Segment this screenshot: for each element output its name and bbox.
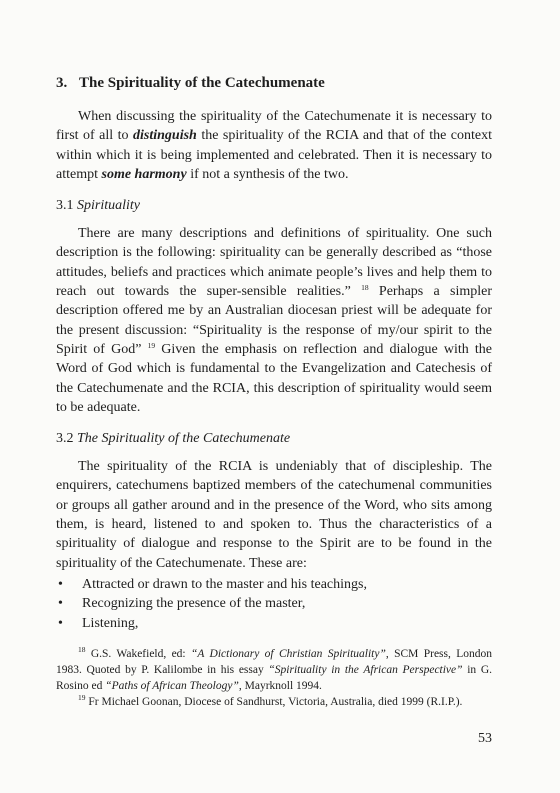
spirituality-text-3: Given the emphasis on reflection and dialogue with the Word of God which is fundamental to the Evangelization and Catechesis of the Catechumenate and the RCIA, this description of spirituality would seem to be adequate. — [56, 341, 492, 415]
footnote-18 — [56, 646, 492, 694]
subsection-title: The Spirituality of the Catechumenate — [77, 431, 291, 447]
intro-text-1: When discussing the spirituality of the Catechumenate it is necessary to first of all to — [56, 109, 492, 144]
spirituality-paragraph — [56, 224, 492, 417]
list-item: • Listening, — [56, 614, 492, 634]
page-content — [56, 74, 492, 710]
spirituality-text-1: There are many descriptions and definitions of spirituality. One such description is the following: spirituality can be generally described as “those attitudes, beliefs and practices which animate people’s lives and help them to reach out towards the super-sensible realities.” — [56, 226, 492, 300]
footnote-marker: 19 — [78, 693, 86, 703]
subsection-heading-catechumenate — [56, 429, 492, 448]
footnotes — [56, 646, 492, 710]
page-number: 53 — [478, 731, 492, 746]
section-title: The Spirituality of the Catechumenate — [79, 75, 325, 91]
subsection-number: 3.1 — [56, 198, 74, 214]
catechumenate-paragraph: The spirituality of the RCIA is undeniably that of discipleship. The enquirers, catechumens baptized members of the catechumenal communities or groups all gather around and in the presence of the Word, who sits among them, is heard, listened to and spoken to. Thus the characteristics of a spirituality of dialogue and response to the Spirit are to be found in the spirituality of the Catechumenate. These are: — [56, 459, 492, 571]
intro-text-2: the spirituality of the RCIA and that of the context within which it is being implemented and celebrated. Then it is necessary to attempt — [56, 128, 492, 182]
footnote-title: “A Dictionary of Christian Spirituality” — [190, 648, 386, 661]
footnote-text: in G. Rosino ed — [56, 664, 493, 693]
footnote-ref-19[interactable]: 19 — [147, 340, 156, 350]
list-item: • Attracted or drawn to the master and his teachings, — [56, 575, 492, 595]
footnote-19 — [56, 694, 492, 710]
subsection-heading-spirituality — [56, 196, 492, 215]
spirituality-text-2: Perhaps a simpler description offered me by an Australian diocesan priest will be adequate for the present discussion: “Spirituality is the response of my/our spirit to the Spirit of God” — [56, 284, 492, 357]
footnote-text: Fr Michael Goonan, Diocese of Sandhurst, Victoria, Australia, died 1999 (R.I.P.). — [85, 696, 463, 709]
footnote-title: “Spirituality in the African Perspective” — [268, 664, 463, 677]
intro-emphasis-harmony: some harmony — [101, 166, 187, 182]
list-item: • Recognizing the presence of the master, — [56, 594, 492, 614]
intro-emphasis-distinguish: distinguish — [133, 128, 197, 144]
characteristics-list — [56, 575, 492, 634]
subsection-number: 3.2 — [56, 431, 74, 447]
intro-paragraph — [56, 107, 492, 184]
footnote-marker: 18 — [78, 645, 86, 655]
intro-text-3: if not a synthesis of the two. — [186, 166, 349, 182]
footnote-text: , SCM Press, London 1983. Quoted by P. Kalilombe in his essay — [56, 648, 492, 677]
footnote-ref-18[interactable]: 18 — [361, 283, 369, 293]
section-number: 3. — [56, 75, 68, 91]
footnote-title: “Paths of African Theology” — [105, 680, 239, 693]
footnote-text: G.S. Wakefield, ed: — [85, 648, 191, 661]
footnote-text: , Mayrknoll 1994. — [238, 680, 322, 693]
section-heading — [56, 74, 492, 92]
subsection-title: Spirituality — [77, 198, 140, 214]
